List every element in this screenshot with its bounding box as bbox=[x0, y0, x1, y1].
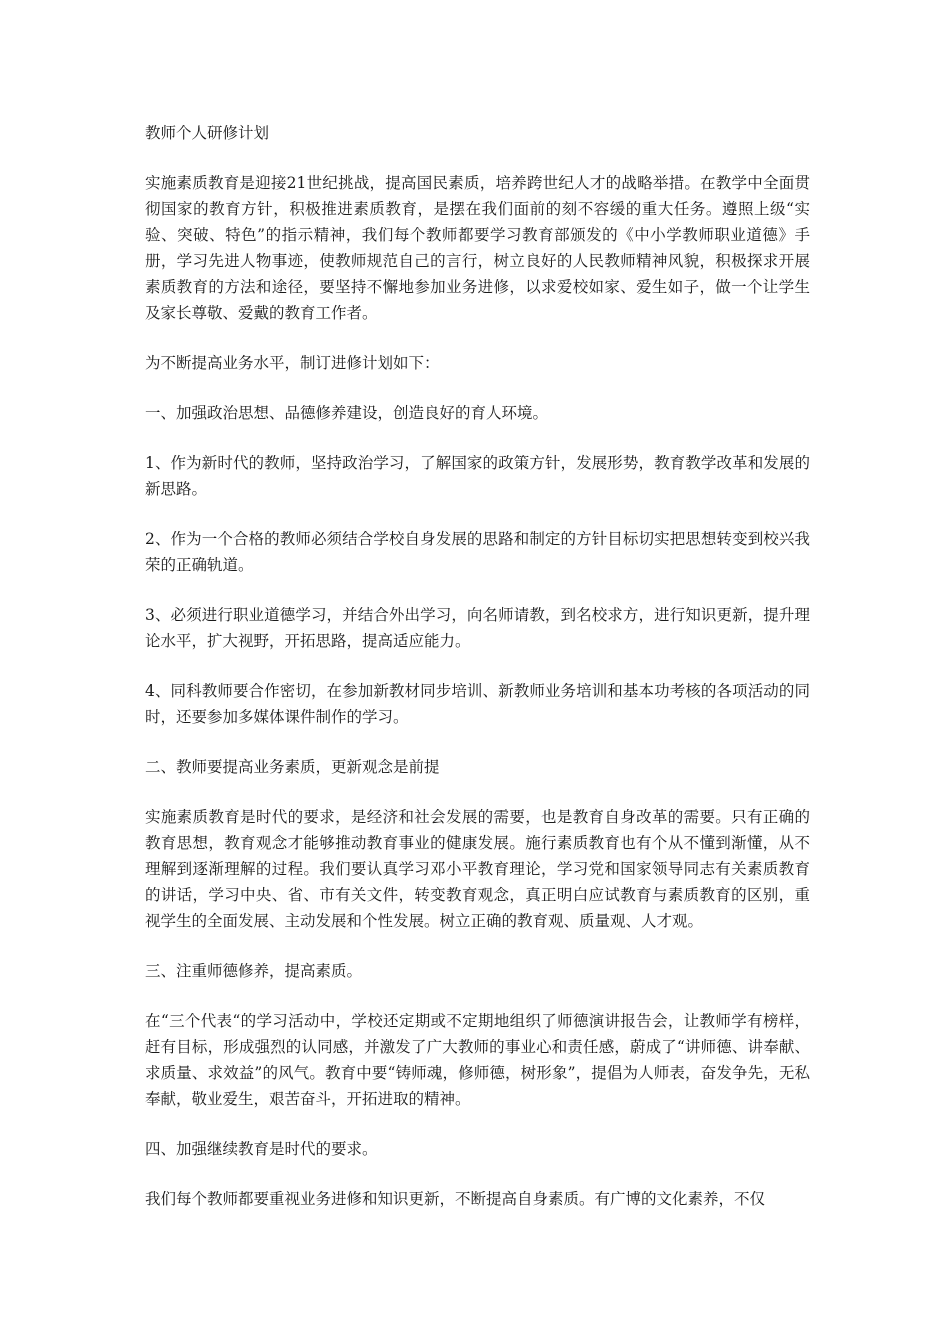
section-heading-2: 二、教师要提高业务素质，更新观念是前提 bbox=[145, 758, 440, 776]
paragraph-intro: 实施素质教育是迎接21世纪挑战，提高国民素质，培养跨世纪人才的战略举措。在教学中全面贯彻国家的教育方针，积极推进素质教育，是摆在我们面前的刻不容缓的重大任务。遵照上级“实验、突破、特色”的指示精神，我们每个教师都要学习教育部颁发的《中小学教师职业道德》手册，学习先进人物事迹，使教师规范自己的言行，树立良好的人民教师精神风貌，积极探求开展素质教育的方法和途径，要坚持不懈地参加业务进修，以求爱校如家、爱生如子，做一个让学生及家长尊敬、爱戴的教育工作者。 bbox=[145, 174, 810, 322]
list-item-2: 2、作为一个合格的教师必须结合学校自身发展的思路和制定的方针目标切实把思想转变到校兴我荣的正确轨道。 bbox=[145, 530, 810, 574]
section-heading-3: 三、注重师德修养，提高素质。 bbox=[145, 962, 363, 980]
paragraph-section-2: 实施素质教育是时代的要求，是经济和社会发展的需要，也是教育自身改革的需要。只有正确的教育思想，教育观念才能够推动教育事业的健康发展。施行素质教育也有个从不懂到渐懂，从不理解到逐渐理解的过程。我们要认真学习邓小平教育理论，学习党和国家领导同志有关素质教育的讲话，学习中央、省、市有关文件，转变教育观念，真正明白应试教育与素质教育的区别，重视学生的全面发展、主动发展和个性发展。树立正确的教育观、质量观、人才观。 bbox=[145, 808, 810, 930]
list-item-4: 4、同科教师要合作密切，在参加新教材同步培训、新教师业务培训和基本功考核的各项活动的同时，还要参加多媒体课件制作的学习。 bbox=[145, 682, 810, 726]
document-page bbox=[145, 120, 810, 1236]
paragraph-section-4: 我们每个教师都要重视业务进修和知识更新，不断提高自身素质。有广博的文化素养，不仅 bbox=[145, 1190, 766, 1208]
section-heading-1: 一、加强政治思想、品德修养建设，创造良好的育人环境。 bbox=[145, 404, 549, 422]
section-heading-4: 四、加强继续教育是时代的要求。 bbox=[145, 1140, 378, 1158]
paragraph-section-3: 在“三个代表“的学习活动中，学校还定期或不定期地组织了师德演讲报告会，让教师学有榜样，赶有目标，形成强烈的认同感，并激发了广大教师的事业心和责任感，蔚成了“讲师德、讲奉献、求质量、求效益”的风气。教育中要“铸师魂，修师德，树形象”，提倡为人师表，奋发争先，无私奉献，敬业爱生，艰苦奋斗，开拓进取的精神。 bbox=[145, 1012, 810, 1108]
list-item-1: 1、作为新时代的教师，坚持政治学习，了解国家的政策方针，发展形势，教育教学改革和发展的新思路。 bbox=[145, 454, 810, 498]
document-title: 教师个人研修计划 bbox=[145, 124, 270, 142]
list-item-3: 3、必须进行职业道德学习，并结合外出学习，向名师请教，到名校求方，进行知识更新，提升理论水平，扩大视野，开拓思路，提高适应能力。 bbox=[145, 606, 810, 650]
paragraph-plan-intro: 为不断提高业务水平，制订进修计划如下： bbox=[145, 354, 440, 372]
